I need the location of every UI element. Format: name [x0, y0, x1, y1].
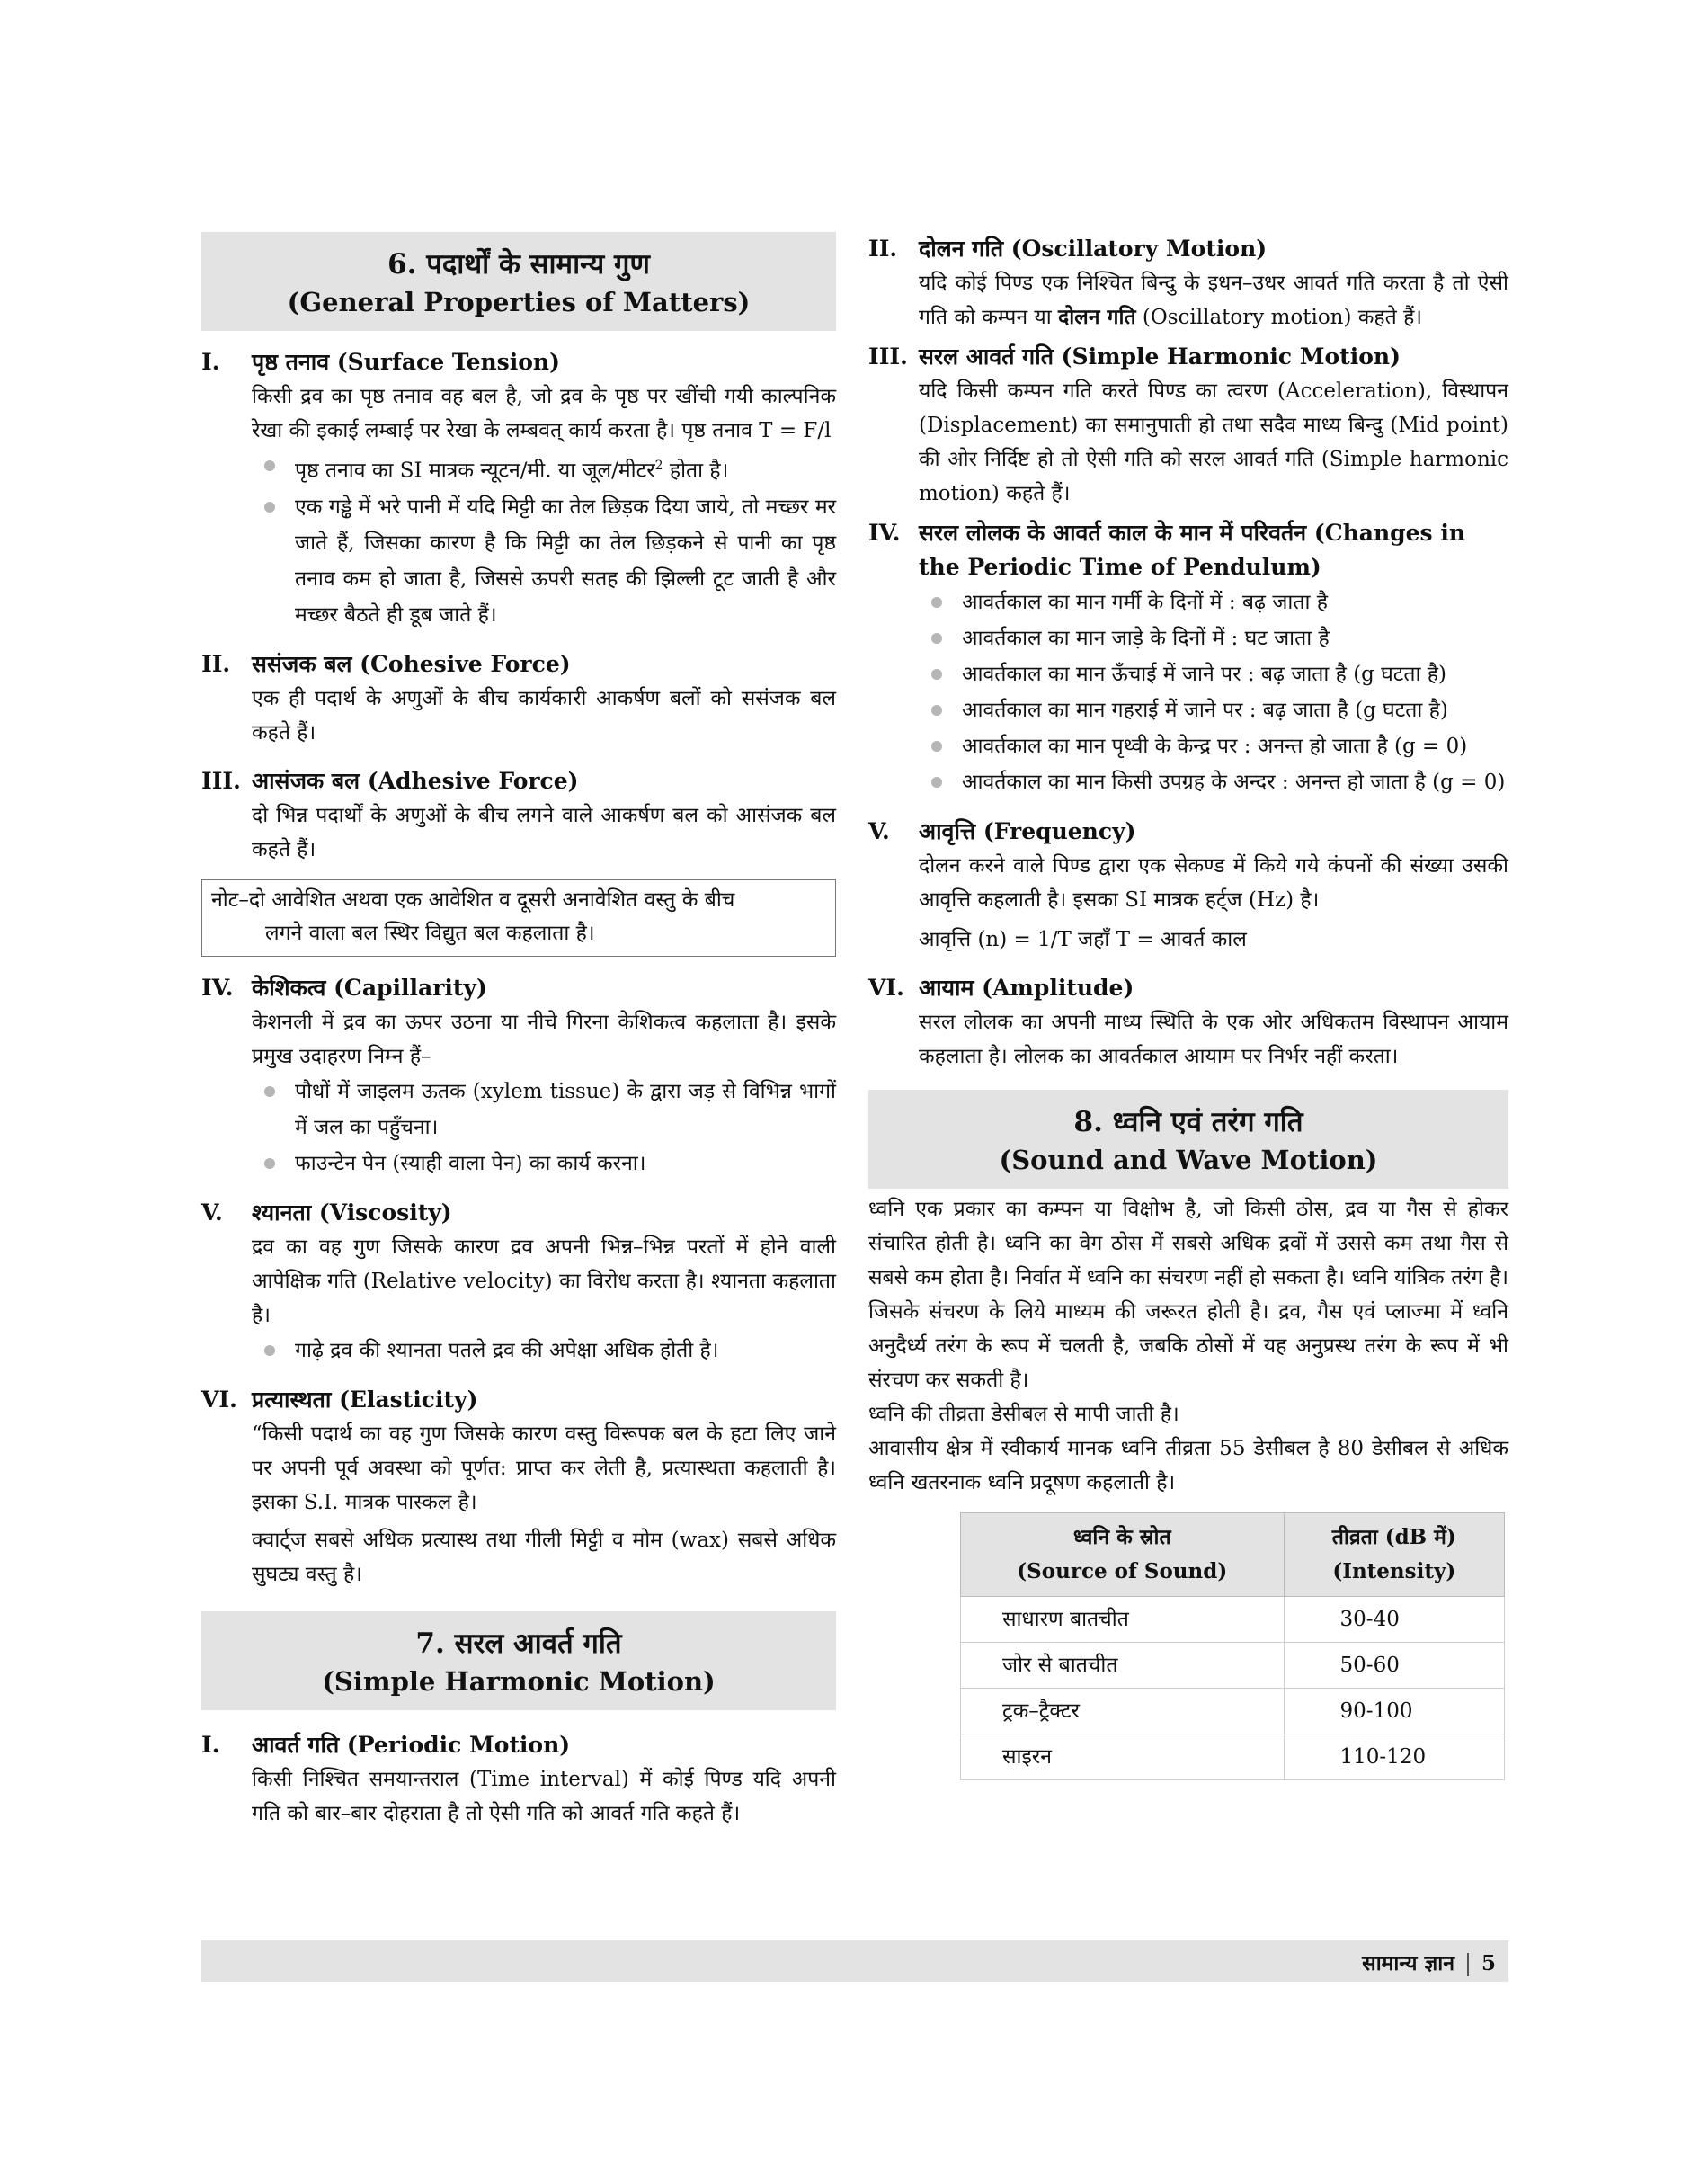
page-number: 5 — [1481, 1951, 1496, 1975]
paragraph: क्वार्ट्ज सबसे अधिक प्रत्यास्थ तथा गीली मिट्टी व मोम (wax) सबसे अधिक सुघट्य वस्तु है। — [252, 1528, 836, 1586]
table-header-row — [961, 1513, 1505, 1597]
source-cell: साधारण बातचीत — [961, 1597, 1285, 1643]
item-title: आवर्त गति (Periodic Motion) — [252, 1731, 571, 1758]
item-number: II. — [201, 650, 231, 677]
bullet: आवर्तकाल का मान किसी उपग्रह के अन्दर : अनन्त हो जाता है (g = 0) — [919, 764, 1508, 800]
paragraph: एक ही पदार्थ के अणुओं के बीच कार्यकारी आकर्षण बलों को ससंजक बल कहते हैं। — [252, 686, 836, 745]
section-7-title: 7. सरल आवर्त गति — [415, 1627, 622, 1660]
bullet: एक गड्ढे में भरे पानी में यदि मिट्टी का तेल छिड़क दिया जाये, तो मच्छर मर जाते हैं, जिसका कारण है कि मिट्टी का तेल छिड़कने से पानी का पृष्ठ तनाव कम हो जाता है, जिससे ऊपरी सतह की झिल्ली टूट जाती है और मच्छर बैठते ही डूब जाते हैं। — [252, 489, 836, 633]
frequency-formula: आवृत्ति (n) = 1/T जहाँ T = आवर्त काल — [919, 928, 1247, 951]
bullet: पौधों में जाइलम ऊतक (xylem tissue) के द्वारा जड़ से विभिन्न भागों में जल का पहुँचना। — [252, 1074, 836, 1146]
item-number: III. — [201, 767, 241, 794]
paragraph: दो भिन्न पदार्थों के अणुओं के बीच लगने वाले आकर्षण बल को आसंजक बल कहते हैं। — [252, 803, 836, 861]
source-cell: साइरन — [961, 1734, 1285, 1780]
item-number: III. — [868, 343, 908, 370]
note-box — [201, 879, 836, 957]
note-line-1: नोट–दो आवेशित अथवा एक आवेशित व दूसरी अनावेशित वस्तु के बीच — [211, 887, 735, 912]
item-title: सरल आवर्त गति (Simple Harmonic Motion) — [919, 343, 1401, 370]
column-header-intensity: तीव्रता (dB में) (Intensity) — [1284, 1513, 1504, 1597]
source-cell: जोर से बातचीत — [961, 1643, 1285, 1689]
book-title: सामान्य ज्ञान — [1362, 1951, 1454, 1975]
surface-tension — [201, 345, 836, 633]
paragraph: द्रव का वह गुण जिसके कारण द्रव अपनी भिन्न–भिन्न परतों में होने वाली आपेक्षिक गति (Relative velocity) का विरोध करता है। श्यानता कहलाता है। — [252, 1235, 836, 1327]
paragraph: किसी निश्चित समयान्तराल (Time interval) में कोई पिण्ड यदि अपनी गति को बार–बार दोहराता है तो ऐसी गति को आवर्त गति कहते हैं। — [252, 1767, 836, 1825]
section-8-header — [868, 1090, 1508, 1189]
section-8-subtitle: (Sound and Wave Motion) — [999, 1145, 1378, 1175]
bullet: फाउन्टेन पेन (स्याही वाला पेन) का कार्य करना। — [252, 1146, 836, 1182]
section-6-header — [201, 232, 836, 331]
intensity-cell: 90-100 — [1284, 1689, 1504, 1734]
intensity-cell: 50-60 — [1284, 1643, 1504, 1689]
bullet: आवर्तकाल का मान जाड़े के दिनों में : घट जाता है — [919, 620, 1508, 656]
paragraph: किसी द्रव का पृष्ठ तनाव वह बल है, जो द्रव के पृष्ठ पर खींची गयी काल्पनिक रेखा की इकाई लम्बाई पर रेखा के लम्बवत् कार्य करता है। पृष्ठ तनाव T = F/l — [252, 385, 836, 442]
intensity-cell: 110-120 — [1284, 1734, 1504, 1780]
bullet: आवर्तकाल का मान गर्मी के दिनों में : बढ़ जाता है — [919, 584, 1508, 620]
left-column — [201, 232, 836, 1831]
sound-intensity-table — [960, 1512, 1505, 1780]
oscillatory-motion — [868, 232, 1508, 334]
section-6-subtitle: (General Properties of Matters) — [287, 287, 751, 317]
item-number: IV. — [868, 520, 901, 546]
source-cell: ट्रक–ट्रैक्टर — [961, 1689, 1285, 1734]
item-number: I. — [201, 349, 220, 375]
adhesive-force — [201, 764, 836, 867]
item-title: आयाम (Amplitude) — [919, 975, 1134, 1001]
pendulum-period-changes — [868, 516, 1508, 800]
item-number: VI. — [868, 975, 904, 1001]
bullet: आवर्तकाल का मान ऊँचाई में जाने पर : बढ़ जाता है (g घटता है) — [919, 656, 1508, 692]
item-title: सरल लोलक के आवर्त काल के मान में परिवर्तन (Changes in the Periodic Time of Pendulum) — [919, 520, 1465, 580]
amplitude — [868, 971, 1508, 1074]
periodic-motion — [201, 1728, 836, 1831]
item-number: V. — [201, 1199, 223, 1226]
paragraph: दोलन करने वाले पिण्ड द्वारा एक सेकण्ड में किये गये कंपनों की संख्या उसकी आवृत्ति कहलाती है। इसका SI मात्रक हर्ट्ज (Hz) है। — [919, 854, 1508, 912]
item-title: दोलन गति (Oscillatory Motion) — [919, 236, 1268, 262]
item-title: केशिकत्व (Capillarity) — [252, 974, 487, 1001]
item-title: श्यानता (Viscosity) — [252, 1199, 452, 1226]
footer-text — [1362, 1948, 1496, 1976]
intensity-cell: 30-40 — [1284, 1597, 1504, 1643]
bullet: गाढ़े द्रव की श्यानता पतले द्रव की अपेक्षा अधिक होती है। — [252, 1333, 836, 1369]
paragraph: “किसी पदार्थ का वह गुण जिसके कारण वस्तु विरूपक बल के हटा लिए जाने पर अपनी पूर्व अवस्था को पूर्णत: प्राप्त कर लेती है, प्रत्यास्थता कहलाती है। इसका S.I. मात्रक पास्कल है। — [252, 1422, 836, 1514]
table-row — [961, 1734, 1505, 1780]
frequency — [868, 815, 1508, 957]
item-number: I. — [201, 1731, 220, 1758]
item-title: पृष्ठ तनाव (Surface Tension) — [252, 349, 560, 375]
bullet: आवर्तकाल का मान पृथ्वी के केन्द्र पर : अनन्त हो जाता है (g = 0) — [919, 728, 1508, 764]
bullet: आवर्तकाल का मान गहराई में जाने पर : बढ़ जाता है (g घटता है) — [919, 692, 1508, 728]
item-title: आवृत्ति (Frequency) — [919, 818, 1136, 844]
section-8-title: 8. ध्वनि एवं तरंग गति — [1073, 1106, 1303, 1138]
cohesive-force — [201, 647, 836, 750]
table-row — [961, 1689, 1505, 1734]
item-title: प्रत्यास्थता (Elasticity) — [252, 1386, 478, 1413]
viscosity — [201, 1196, 836, 1369]
item-number: II. — [868, 236, 898, 262]
item-number: VI. — [201, 1386, 237, 1413]
capillarity — [201, 971, 836, 1182]
item-title: ससंजक बल (Cohesive Force) — [252, 650, 571, 677]
section-6-title: 6. पदार्थों के सामान्य गुण — [387, 248, 650, 281]
paragraph: यदि किसी कम्पन गति करते पिण्ड का त्वरण (Acceleration), विस्थापन (Displacement) का समानुपाती हो तथा सदैव माध्य बिन्दु (Mid point) की ओर निर्दिष्ट हो तो ऐसी गति को सरल आवर्त गति (Simple harmonic motion) कहते हैं। — [919, 379, 1508, 505]
page-footer — [201, 1940, 1508, 1982]
item-number: V. — [868, 818, 890, 844]
paragraph: यदि कोई पिण्ड एक निश्चित बिन्दु के इधन–उधर आवर्त गति करता है तो ऐसी गति को कम्पन या दोलन गति (Oscillatory motion) कहते हैं। — [919, 272, 1508, 329]
item-number: IV. — [201, 974, 234, 1001]
simple-harmonic-motion — [868, 340, 1508, 511]
sound-paragraph: ध्वनि एक प्रकार का कम्पन या विक्षोभ है, जो किसी ठोस, द्रव या गैस से होकर संचारित होती है। ध्वनि का वेग ठोस में सबसे अधिक द्रवों में उससे कम तथा गैस से सबसे कम होता है। निर्वात में ध्वनि का संचरण नहीं हो सकता है। ध्वनि यांत्रिक तरंग है। जिसके संचरण के लिये माध्यम की जरूरत होती है। द्रव, गैस एवं प्लाज्मा में ध्वनि अनुदैर्ध्य तरंग के रूप में चलती है, जबकि ठोसों में यह अनुप्रस्थ तरंग के रूप में भी संरचण कर सकती है। — [868, 1198, 1508, 1392]
table-row — [961, 1597, 1505, 1643]
bullet: पृष्ठ तनाव का SI मात्रक न्यूटन/मी. या जूल/मीटर$^2$ होता है। — [252, 448, 836, 489]
sound-standard-line: आवासीय क्षेत्र में स्वीकार्य मानक ध्वनि तीव्रता 55 डेसीबल है 80 डेसीबल से अधिक ध्वनि खतरनाक ध्वनि प्रदूषण कहलाती है। — [868, 1437, 1508, 1494]
paragraph: सरल लोलक का अपनी माध्य स्थिति के एक ओर अधिकतम विस्थापन आयाम कहलाता है। लोलक का आवर्तकाल आयाम पर निर्भर नहीं करता। — [919, 1011, 1508, 1068]
section-7-subtitle: (Simple Harmonic Motion) — [322, 1665, 716, 1697]
table-row — [961, 1643, 1505, 1689]
note-line-2: लगने वाला बल स्थिर विद्युत बल कहलाता है। — [265, 921, 595, 945]
right-column — [868, 232, 1508, 1780]
column-header-source: ध्वनि के स्रोत (Source of Sound) — [961, 1513, 1285, 1597]
item-title: आसंजक बल (Adhesive Force) — [252, 767, 579, 794]
footer-divider — [1467, 1953, 1469, 1976]
section-7-header — [201, 1611, 836, 1710]
elasticity — [201, 1383, 836, 1592]
paragraph: केशनली में द्रव का ऊपर उठना या नीचे गिरना केशिकत्व कहलाता है। इसके प्रमुख उदाहरण निम्न हैं– — [252, 1010, 836, 1068]
sound-intensity-line: ध्वनि की तीव्रता डेसीबल से मापी जाती है। — [868, 1403, 1179, 1426]
